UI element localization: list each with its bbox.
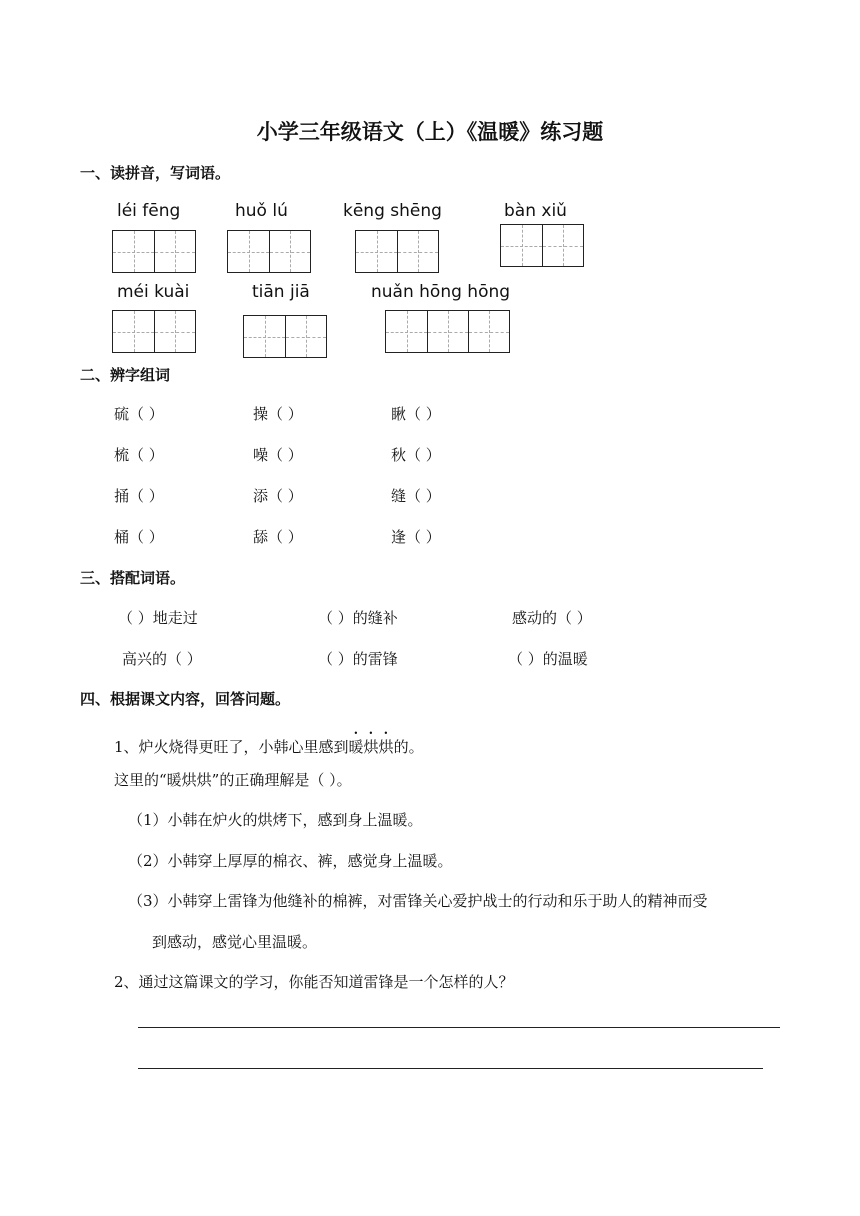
writing-grid-tianjia[interactable] (243, 315, 327, 358)
emphasized-word: 暖烘烘 (348, 738, 394, 756)
option-3[interactable]: （3）小韩穿上雷锋为他缝补的棉裤，对雷锋关心爱护战士的行动和乐于助人的精神而受 (128, 892, 708, 910)
match-item[interactable]: 感动的（ ） (512, 609, 592, 627)
word-group-item[interactable]: 秋（ ） (391, 446, 441, 464)
match-item[interactable]: 高兴的（ ） (122, 650, 202, 668)
option-1[interactable]: （1）小韩在炉火的烘烤下，感到身上温暖。 (128, 811, 423, 829)
question-2: 2、通过这篇课文的学习，你能否知道雷锋是一个怎样的人？ (114, 973, 514, 991)
question-1-suffix: 的。 (393, 738, 424, 756)
word-group-item[interactable]: 逢（ ） (391, 528, 441, 546)
section-2-heading: 二、辨字组词 (80, 366, 171, 384)
word-group-item[interactable]: 噪（ ） (253, 446, 303, 464)
match-item[interactable]: （ ）的缝补 (318, 609, 398, 627)
word-group-item[interactable]: 梳（ ） (114, 446, 164, 464)
match-item[interactable]: （ ）的温暖 (508, 650, 588, 668)
answer-line[interactable] (138, 1027, 780, 1028)
question-1 (114, 729, 424, 757)
match-item[interactable]: （ ）的雷锋 (318, 650, 398, 668)
section-3-heading: 三、搭配词语。 (80, 569, 186, 587)
pinyin-banxiu: bàn xiǔ (504, 201, 567, 221)
question-1-prefix: 1、炉火烧得更旺了，小韩心里感到 (114, 738, 349, 756)
pinyin-huolu: huǒ lú (235, 201, 288, 221)
pinyin-kengsheng: kēng shēng (343, 201, 442, 221)
word-group-item[interactable]: 硫（ ） (114, 405, 164, 423)
pinyin-meikuai: méi kuài (117, 282, 190, 302)
question-1-prompt[interactable]: 这里的“暖烘烘”的正确理解是（ ）。 (114, 771, 352, 789)
writing-grid-kengsheng[interactable] (355, 230, 439, 273)
pinyin-leifeng: léi fēng (117, 201, 181, 221)
pinyin-tianjia: tiān jiā (252, 282, 310, 302)
writing-grid-banxiu[interactable] (500, 224, 584, 267)
word-group-item[interactable]: 操（ ） (253, 405, 303, 423)
option-2[interactable]: （2）小韩穿上厚厚的棉衣、裤，感觉身上温暖。 (128, 852, 453, 870)
section-1-heading: 一、读拼音，写词语。 (80, 164, 231, 182)
word-group-item[interactable]: 舔（ ） (253, 528, 303, 546)
word-group-item[interactable]: 桶（ ） (114, 528, 164, 546)
match-item[interactable]: （ ）地走过 (118, 609, 198, 627)
pinyin-nuanhonghong: nuǎn hōng hōng (371, 282, 511, 302)
writing-grid-meikuai[interactable] (112, 310, 196, 353)
word-group-item[interactable]: 捅（ ） (114, 487, 164, 505)
option-3-continued: 到感动，感觉心里温暖。 (152, 933, 318, 951)
page-title: 小学三年级语文（上）《温暖》练习题 (256, 119, 604, 144)
writing-grid-leifeng[interactable] (112, 230, 196, 273)
word-group-item[interactable]: 缝（ ） (391, 487, 441, 505)
word-group-item[interactable]: 瞅（ ） (391, 405, 441, 423)
answer-line[interactable] (138, 1068, 763, 1069)
section-4-heading: 四、根据课文内容，回答问题。 (80, 690, 291, 708)
writing-grid-huolu[interactable] (227, 230, 311, 273)
writing-grid-nuanhonghong[interactable] (385, 310, 510, 353)
word-group-item[interactable]: 添（ ） (253, 487, 303, 505)
